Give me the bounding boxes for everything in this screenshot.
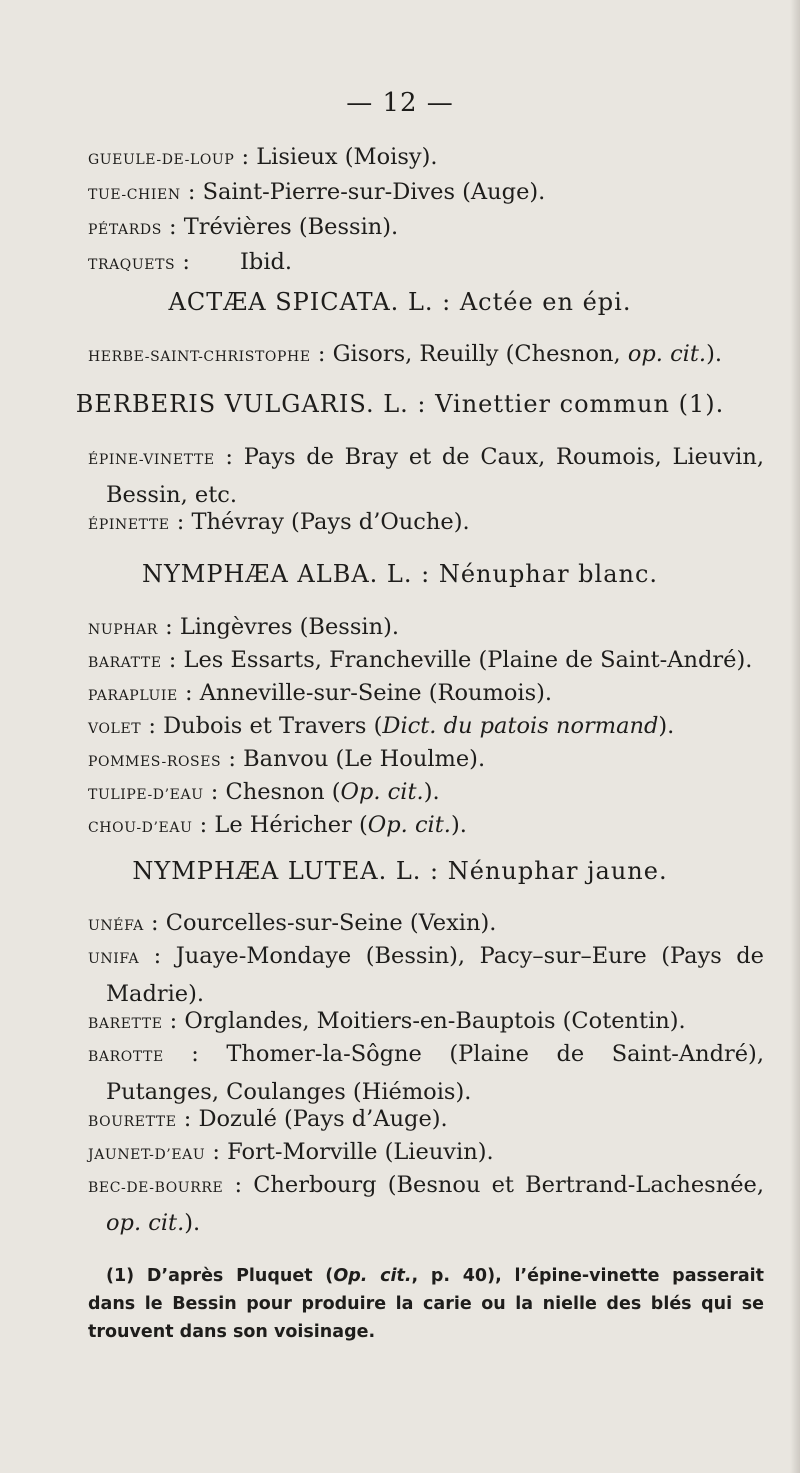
footnote-marker: (1) [106, 1266, 135, 1286]
vernacular-name: ÉPINETTE [88, 517, 170, 533]
locality: Trévières (Bessin). [183, 214, 399, 240]
punctuation: ). [706, 341, 722, 367]
citation: op. cit. [106, 1210, 185, 1236]
page-edge-shadow [790, 0, 800, 1473]
vernacular-name: TUE-CHIEN [88, 187, 181, 203]
entry-traquets: TRAQUETS : Ibid. [88, 249, 293, 275]
vernacular-name: POMMES-ROSES [88, 754, 222, 770]
vernacular-name: UNIFA [88, 951, 140, 967]
entry-nuphar: NUPHAR : Lingèvres (Bessin). [88, 614, 399, 640]
locality: Lingèvres (Bessin). [179, 614, 399, 640]
entry-volet: VOLET : Dubois et Travers (Dict. du patois normand). [88, 713, 675, 739]
locality: Dozulé (Pays d’Auge). [198, 1106, 448, 1132]
entry-barotte: BAROTTE : Thomer-la-Sôgne (Plaine de Saint-André), Putanges, Coulanges (Hiémois). [88, 1041, 764, 1105]
entry-unefa: UNÉFA : Courcelles-sur-Seine (Vexin). [88, 910, 497, 936]
locality: Cherbourg (Besnou et Bertrand-Lachesnée, [253, 1172, 764, 1198]
footnote-text: D’après Pluquet ( [146, 1266, 334, 1286]
locality: Orglandes, Moitiers-en-Bauptois (Cotentin). [184, 1008, 686, 1034]
entry-tulipe-d-eau: TULIPE-D’EAU : Chesnon (Op. cit.). [88, 779, 440, 805]
entry-bec-de-bourre: BEC-DE-BOURRE : Cherbourg (Besnou et Bertrand-Lachesnée, op. cit.). [88, 1172, 764, 1236]
vernacular-name: BEC-DE-BOURRE [88, 1180, 224, 1196]
vernacular-name: GUEULE-DE-LOUP [88, 152, 235, 168]
vernacular-name: VOLET [88, 721, 142, 737]
locality: Gisors, Reuilly (Chesnon, [332, 341, 628, 367]
locality: Les Essarts, Francheville (Plaine de Saint-André). [183, 647, 753, 673]
entry-herbe-saint-christophe: HERBE-SAINT-CHRISTOPHE : Gisors, Reuilly (Chesnon, op. cit.). [88, 341, 722, 367]
citation: op. cit. [627, 341, 707, 367]
footnote [88, 1262, 764, 1346]
vernacular-name: TRAQUETS [88, 257, 176, 273]
vernacular-name: ÉPINE-VINETTE [88, 452, 215, 468]
punctuation: ). [423, 779, 440, 805]
locality: Thévray (Pays d’Ouche). [191, 509, 470, 535]
entry-epinette: ÉPINETTE : Thévray (Pays d’Ouche). [88, 509, 470, 535]
locality: Saint-Pierre-sur-Dives (Auge). [202, 179, 546, 205]
vernacular-name: BARATTE [88, 655, 162, 671]
vernacular-name: CHOU-D’EAU [88, 820, 193, 836]
locality: Ibid. [240, 249, 293, 275]
locality: Fort-Morville (Lieuvin). [227, 1139, 494, 1165]
species-heading-nymphaea-alba: NYMPHÆA ALBA. L. : Nénuphar blanc. [141, 560, 659, 588]
punctuation: ). [184, 1210, 201, 1236]
vernacular-name: HERBE-SAINT-CHRISTOPHE [88, 349, 311, 365]
locality: Chesnon ( [225, 779, 341, 805]
entry-chou-d-eau: CHOU-D’EAU : Le Héricher (Op. cit.). [88, 812, 467, 838]
entry-pommes-roses: POMMES-ROSES : Banvou (Le Houlme). [88, 746, 486, 772]
entry-parapluie: PARAPLUIE : Anneville-sur-Seine (Roumois). [88, 680, 553, 706]
entry-petards: PÉTARDS : Trévières (Bessin). [88, 214, 399, 240]
locality: Banvou (Le Houlme). [243, 746, 486, 772]
entry-jaunet-d-eau: JAUNET-D’EAU : Fort-Morville (Lieuvin). [88, 1139, 494, 1165]
species-heading-berberis: BERBERIS VULGARIS. L. : Vinettier commun (1). [75, 390, 725, 418]
vernacular-name: BAROTTE [88, 1049, 164, 1065]
locality: Dubois et Travers ( [163, 713, 383, 739]
citation: Op. cit. [333, 1266, 412, 1286]
locality: Lisieux (Moisy). [256, 144, 438, 170]
vernacular-name: JAUNET-D’EAU [88, 1147, 206, 1163]
vernacular-name: PÉTARDS [88, 222, 162, 238]
punctuation: ). [658, 713, 675, 739]
citation: Op. cit. [367, 812, 451, 838]
entry-epine-vinette: ÉPINE-VINETTE : Pays de Bray et de Caux, Roumois, Lieuvin, Bessin, etc. [88, 444, 764, 508]
citation: Op. cit. [340, 779, 424, 805]
vernacular-name: BOURETTE [88, 1114, 177, 1130]
entry-barette: BARETTE : Orglandes, Moitiers-en-Bauptois (Cotentin). [88, 1008, 686, 1034]
entry-tue-chien: TUE-CHIEN : Saint-Pierre-sur-Dives (Auge). [88, 179, 546, 205]
locality: Pays de Bray et de Caux, Roumois, Lieuvin, Bessin, etc. [106, 444, 764, 508]
vernacular-name: TULIPE-D’EAU [88, 787, 204, 803]
locality: Le Héricher ( [214, 812, 368, 838]
footnote-text: , p. 40), l’épine-vinette passerait dans le Bessin pour produire la carie ou la nielle des blés qui se trouvent dans son voisinage. [88, 1266, 765, 1342]
locality: Juaye-Mondaye (Bessin), Pacy–sur–Eure (Pays de Madrie). [106, 943, 764, 1007]
species-heading-nymphaea-lutea: NYMPHÆA LUTEA. L. : Nénuphar jaune. [132, 857, 668, 885]
locality: Thomer-la-Sôgne (Plaine de Saint-André), Putanges, Coulanges (Hiémois). [106, 1041, 764, 1105]
entry-baratte: BARATTE : Les Essarts, Francheville (Plaine de Saint-André). [88, 647, 753, 673]
punctuation: ). [450, 812, 467, 838]
vernacular-name: UNÉFA [88, 918, 144, 934]
page-number: — 12 — [346, 88, 454, 118]
vernacular-name: PARAPLUIE [88, 688, 178, 704]
vernacular-name: BARETTE [88, 1016, 163, 1032]
entry-bourette: BOURETTE : Dozulé (Pays d’Auge). [88, 1106, 448, 1132]
locality: Anneville-sur-Seine (Roumois). [199, 680, 553, 706]
entry-unifa: UNIFA : Juaye-Mondaye (Bessin), Pacy–sur–Eure (Pays de Madrie). [88, 943, 764, 1007]
vernacular-name: NUPHAR [88, 622, 158, 638]
locality: Courcelles-sur-Seine (Vexin). [165, 910, 497, 936]
citation: Dict. du patois normand [382, 713, 659, 739]
entry-gueule-de-loup: GUEULE-DE-LOUP : Lisieux (Moisy). [88, 144, 438, 170]
species-heading-actaea: ACTÆA SPICATA. L. : Actée en épi. [168, 288, 632, 316]
